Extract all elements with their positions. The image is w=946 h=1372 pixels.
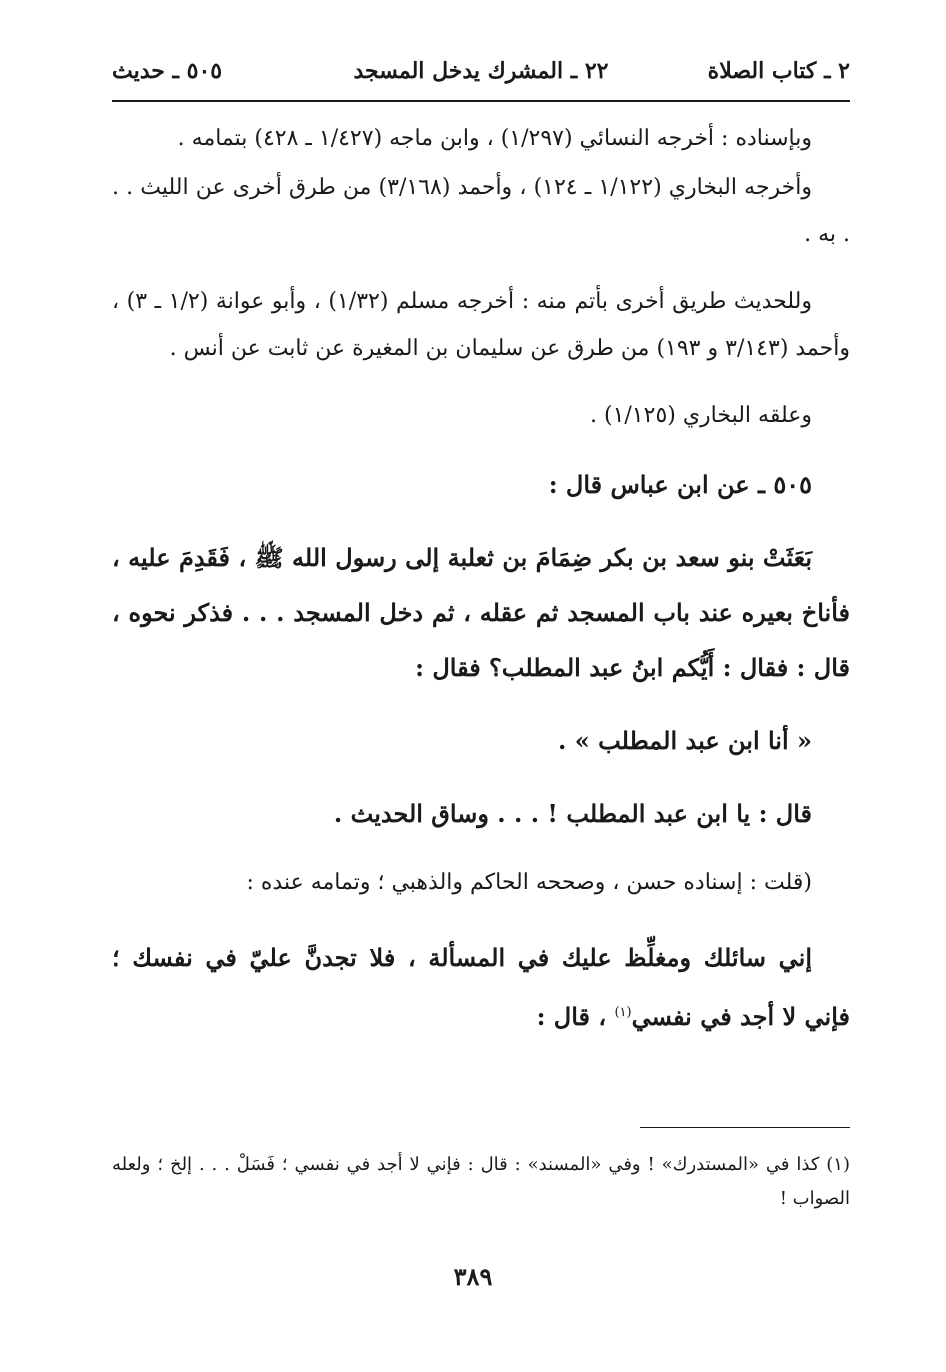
main-text — [112, 115, 850, 1044]
final-paragraph — [112, 930, 850, 1044]
commentary-paragraph: وبإسناده : أخرجه النسائي (١/٢٩٧) ، وابن ماجه (١/٤٢٧ ـ ٤٢٨) بتمامه . — [177, 126, 812, 151]
header-hadith-number: ٥٠٥ ـ حديث — [112, 58, 223, 84]
page-number: ٣٨٩ — [453, 1262, 493, 1291]
final-text: إني سائلك ومغلِّظ عليك في المسألة ، فلا تجدنَّ عليّ في نفسك ؛ فإني لا أجد في نفسي — [112, 943, 850, 1031]
hadith-quote: « أنا ابن عبد المطلب » . — [558, 726, 812, 755]
hadith-heading: ٥٠٥ ـ عن ابن عباس قال : — [548, 470, 812, 499]
running-header — [112, 58, 850, 98]
commentary-paragraph: وعلقه البخاري (١/١٢٥) . — [590, 403, 812, 428]
hadith-continuation: قال : يا ابن عبد المطلب ! . . . وساق الحديث . — [333, 799, 812, 828]
header-book-title: ٢ ـ كتاب الصلاة — [707, 58, 850, 84]
header-chapter-title: ٢٢ ـ المشرك يدخل المسجد — [353, 58, 609, 84]
footnote-divider — [640, 1127, 850, 1128]
commentary-paragraph: وللحديث طريق أخرى بأتم منه : أخرجه مسلم (١/٣٢) ، وأبو عوانة (١/٢ ـ ٣) ، وأحمد (٣/١٤٣ و ١٩٣) من طرق عن سليمان بن المغيرة عن ثابت عن أنس . — [112, 289, 850, 361]
author-note: (قلت : إسناده حسن ، وصححه الحاكم والذهبي ؛ وتمامه عنده : — [246, 870, 812, 895]
commentary-paragraph: وأخرجه البخاري (١/١٢٢ ـ ١٢٤) ، وأحمد (٣/١٦٨) من طرق أخرى عن الليث . . . به . — [112, 175, 850, 247]
footnote-reference: (١) — [614, 1005, 632, 1020]
footnote: (١) كذا في «المستدرك» ! وفي «المسند» : قال : فإني لا أجد في نفسي ؛ فَسَلْ . . . إلخ ؛ ولعله الصواب ! — [112, 1154, 850, 1209]
hadith-text: بَعَثَتْ بنو سعد بن بكر ضِمَامَ بن ثعلبة إلى رسول الله ﷺ ، فَقَدِمَ عليه ، فأناخ بعيره عند باب المسجد ثم عقله ، ثم دخل المسجد . . . فذكر نحوه ، قال : فقال : أَيُّكم ابنُ عبد المطلب؟ فقال : — [112, 543, 850, 682]
header-divider — [112, 100, 850, 102]
final-tail: ، قال : — [536, 1002, 615, 1031]
